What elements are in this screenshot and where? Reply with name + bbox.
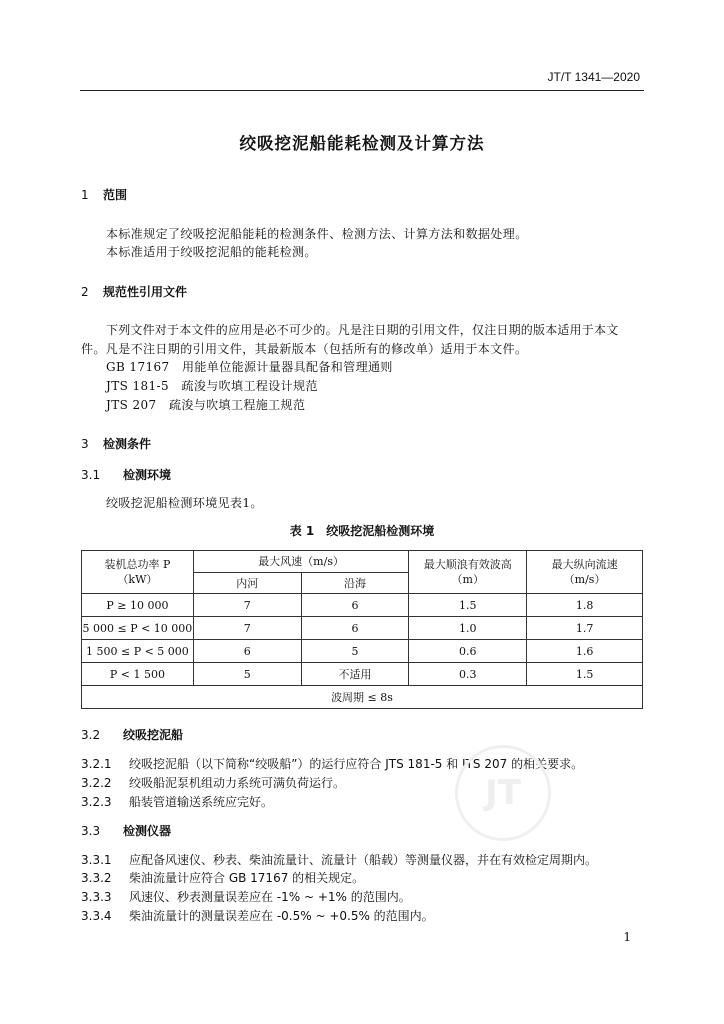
header-coastal: 沿海	[301, 573, 409, 594]
reference-item: JTS 207 疏浚与吹填工程施工规范	[106, 398, 306, 412]
header-rule	[80, 90, 644, 91]
subsection-3-1-heading	[81, 466, 171, 483]
cell-wave: 1.0	[409, 617, 527, 640]
clause-number: 3.3.3	[81, 890, 112, 904]
clause-3-3-2	[81, 869, 364, 886]
cell-inland: 7	[193, 594, 301, 617]
section-number: 2	[81, 285, 89, 299]
clause-3-2-3	[81, 793, 273, 810]
header-current-unit: （m/s）	[563, 573, 606, 586]
header-wave-unit: （m）	[451, 573, 484, 586]
section-title: 绞吸挖泥船	[123, 728, 184, 742]
environment-table	[81, 550, 643, 709]
cell-power: 5 000 ≤ P < 10 000	[82, 617, 194, 640]
section-1-heading	[81, 186, 127, 203]
header-current-label: 最大纵向流速	[551, 558, 618, 571]
clause-3-3-1	[81, 851, 597, 868]
cell-power: 1 500 ≤ P < 5 000	[82, 640, 194, 663]
section-number: 3.1	[81, 468, 101, 482]
clause-number: 3.3.4	[81, 909, 112, 923]
header-wave	[409, 551, 527, 594]
header-power-label: 装机总功率 P	[104, 558, 171, 571]
table-label: 表 1	[289, 524, 315, 538]
section-number: 1	[81, 188, 89, 202]
cell-inland: 5	[193, 663, 301, 686]
section-title: 检测环境	[123, 468, 172, 482]
table-row	[82, 640, 643, 663]
cell-power: P < 1 500	[82, 663, 194, 686]
jt-watermark-stamp: JT	[455, 745, 551, 841]
cell-wave: 0.6	[409, 640, 527, 663]
table-title	[0, 522, 724, 539]
cell-wave: 1.5	[409, 594, 527, 617]
section-2-heading	[81, 283, 187, 300]
paragraph: 本标准适用于绞吸挖泥船的能耗检测。	[106, 245, 317, 259]
table-row	[82, 594, 643, 617]
clause-3-3-4	[81, 907, 434, 924]
reference-item: JTS 181-5 疏浚与吹填工程设计规范	[106, 379, 318, 393]
section-number: 3	[81, 437, 89, 451]
table-row	[82, 663, 643, 686]
page-number: 1	[623, 930, 631, 944]
clause-number: 3.3.2	[81, 871, 112, 885]
table-caption: 绞吸挖泥船检测环境	[326, 524, 435, 538]
clause-text: 柴油流量计应符合 GB 17167 的相关规定。	[129, 871, 365, 885]
clause-text: 应配备风速仪、秒表、柴油流量计、流量计（船载）等测量仪器，并在有效检定周期内。	[129, 853, 598, 867]
standard-code: JT/T 1341—2020	[547, 70, 640, 84]
clause-3-2-2	[81, 774, 345, 791]
section-title: 规范性引用文件	[103, 285, 188, 299]
section-title: 范围	[103, 188, 128, 202]
cell-coastal: 6	[301, 594, 409, 617]
cell-current: 1.7	[527, 617, 643, 640]
section-3-heading	[81, 435, 151, 452]
cell-power: P ≥ 10 000	[82, 594, 194, 617]
paragraph-line: 下列文件对于本文件的应用是必不可少的。凡是注日期的引用文件，仅注日期的版本适用于本文	[106, 323, 619, 337]
clause-text: 绞吸船泥泵机组动力系统可满负荷运行。	[129, 776, 346, 790]
cell-coastal: 5	[301, 640, 409, 663]
cell-current: 1.5	[527, 663, 643, 686]
header-inland: 内河	[193, 573, 301, 594]
cell-coastal: 6	[301, 617, 409, 640]
reference-item: GB 17167 用能单位能源计量器具配备和管理通则	[106, 360, 393, 374]
paragraph: 绞吸挖泥船检测环境见表1。	[106, 496, 263, 510]
header-power	[82, 551, 194, 594]
table-footer-note: 波周期 ≤ 8s	[82, 686, 643, 709]
subsection-3-3-heading	[81, 822, 171, 839]
header-power-unit: （kW）	[117, 573, 158, 586]
clause-text: 船装管道输送系统应完好。	[129, 795, 274, 809]
header-wave-label: 最大顺浪有效波高	[423, 558, 512, 571]
clause-text: 风速仪、秒表测量误差应在 -1% ~ +1% 的范围内。	[129, 890, 411, 904]
table-row	[82, 617, 643, 640]
clause-text: 柴油流量计的测量误差应在 -0.5% ~ +0.5% 的范围内。	[129, 909, 434, 923]
paragraph-line: 件。凡是不注日期的引用文件，其最新版本（包括所有的修改单）适用于本文件。	[81, 342, 528, 356]
header-current	[527, 551, 643, 594]
cell-inland: 6	[193, 640, 301, 663]
paragraph: 本标准规定了绞吸挖泥船能耗的检测条件、检测方法、计算方法和数据处理。	[106, 227, 528, 241]
cell-wave: 0.3	[409, 663, 527, 686]
section-number: 3.3	[81, 824, 101, 838]
section-title: 检测条件	[103, 437, 152, 451]
section-title: 检测仪器	[123, 824, 172, 838]
clause-3-3-3	[81, 888, 411, 905]
clause-number: 3.2.3	[81, 795, 112, 809]
cell-current: 1.8	[527, 594, 643, 617]
document-title: 绞吸挖泥船能耗检测及计算方法	[239, 134, 485, 153]
cell-current: 1.6	[527, 640, 643, 663]
subsection-3-2-heading	[81, 726, 183, 743]
cell-coastal: 不适用	[301, 663, 409, 686]
cell-inland: 7	[193, 617, 301, 640]
header-wind: 最大风速（m/s）	[193, 551, 409, 573]
clause-number: 3.2.2	[81, 776, 112, 790]
clause-number: 3.3.1	[81, 853, 112, 867]
clause-number: 3.2.1	[81, 757, 112, 771]
section-number: 3.2	[81, 728, 101, 742]
clause-text: 绞吸挖泥船（以下简称“绞吸船”）的运行应符合 JTS 181-5 和 JTS 207 的相关要求。	[129, 757, 584, 771]
